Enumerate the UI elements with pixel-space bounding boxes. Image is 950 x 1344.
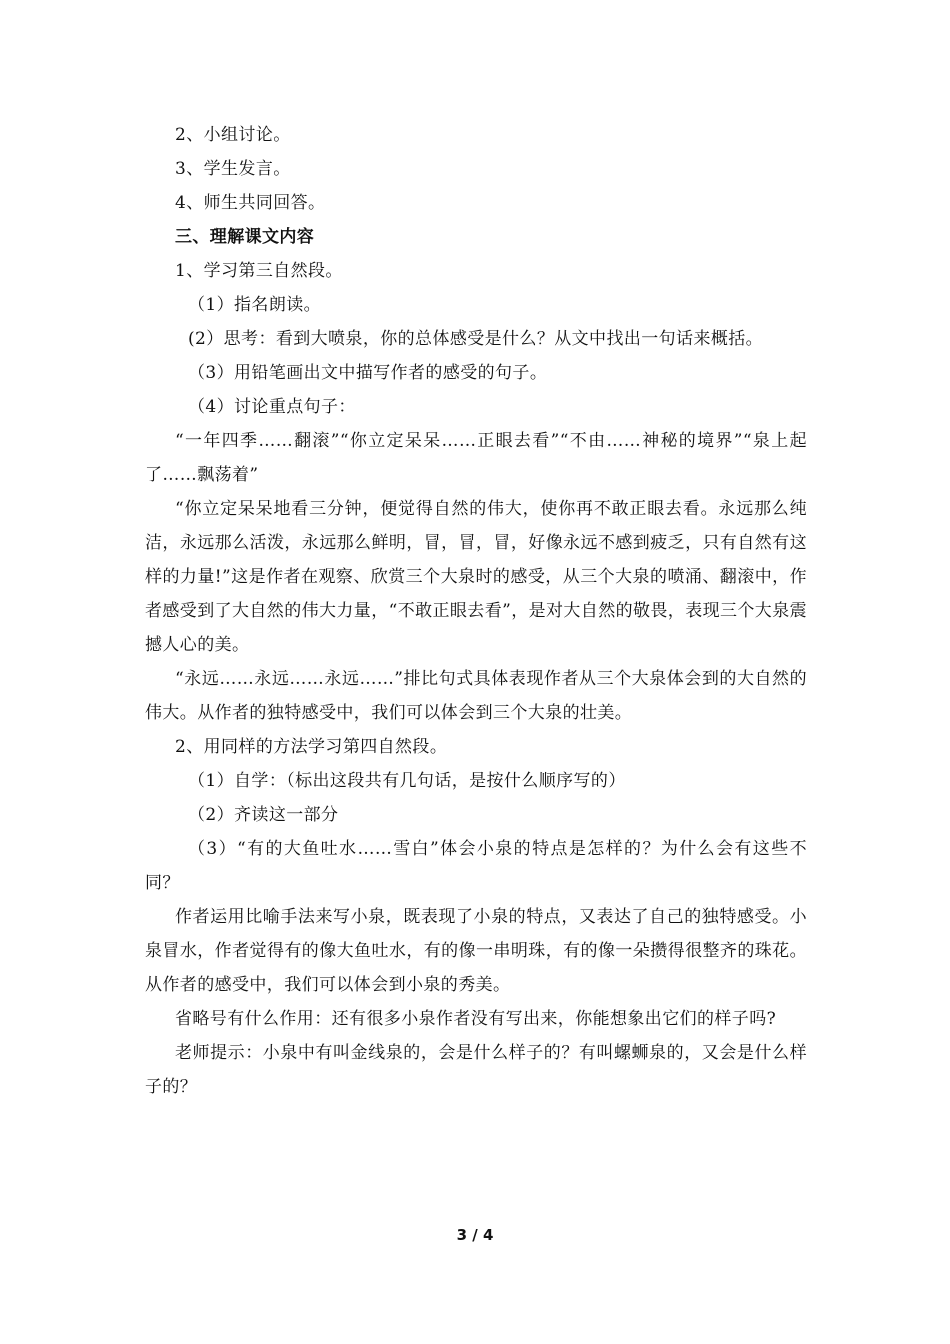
section-heading: 三、理解课文内容	[175, 227, 315, 247]
paragraph: “永远……永远……永远……”排比句式具体表现作者从三个大泉体会到的大自然的伟大。从作者的独特感受中，我们可以体会到三个大泉的壮美。	[145, 669, 807, 723]
list-item: 3、学生发言。	[175, 159, 291, 179]
paragraph: 老师提示：小泉中有叫金线泉的，会是什么样子的？有叫螺蛳泉的，又会是什么样子的？	[145, 1043, 807, 1097]
paragraph: （3）“有的大鱼吐水……雪白”体会小泉的特点是怎样的？为什么会有这些不同？	[145, 839, 807, 893]
list-item: 1、学习第三自然段。	[175, 261, 343, 281]
list-item: 2、小组讨论。	[175, 125, 291, 145]
list-item: （2）齐读这一部分	[188, 805, 339, 825]
list-item: 4、师生共同回答。	[175, 193, 326, 213]
paragraph: 省略号有什么作用：还有很多小泉作者没有写出来，你能想象出它们的样子吗?	[175, 1009, 777, 1029]
list-item: (2）思考：看到大喷泉，你的总体感受是什么？从文中找出一句话来概括。	[188, 329, 764, 349]
list-item: （4）讨论重点句子：	[188, 397, 356, 417]
list-item: （3）用铅笔画出文中描写作者的感受的句子。	[188, 363, 548, 383]
list-item: （1）自学：（标出这段共有几句话，是按什么顺序写的）	[188, 771, 626, 791]
page-number: 3 / 4	[456, 1226, 494, 1244]
paragraph: “你立定呆呆地看三分钟，便觉得自然的伟大，使你再不敢正眼去看。永远那么纯洁，永远那么活泼，永远那么鲜明，冒，冒，冒，好像永远不感到疲乏，只有自然有这样的力量!”这是作者在观察、欣赏三个大泉时的感受，从三个大泉的喷涌、翻滚中，作者感受到了大自然的伟大力量，“不敢正眼去看”，是对大自然的敬畏，表现三个大泉震撼人心的美。	[145, 499, 807, 655]
document-page	[145, 118, 807, 1104]
paragraph: 作者运用比喻手法来写小泉，既表现了小泉的特点，又表达了自己的独特感受。小泉冒水，作者觉得有的像大鱼吐水，有的像一串明珠，有的像一朵攒得很整齐的珠花。从作者的感受中，我们可以体会到小泉的秀美。	[145, 907, 807, 995]
list-item: （1）指名朗读。	[188, 295, 322, 315]
list-item: 2、用同样的方法学习第四自然段。	[175, 737, 448, 757]
paragraph: “一年四季……翻滚”“你立定呆呆……正眼去看”“不由……神秘的境界”“泉上起了……飘荡着”	[145, 431, 807, 485]
